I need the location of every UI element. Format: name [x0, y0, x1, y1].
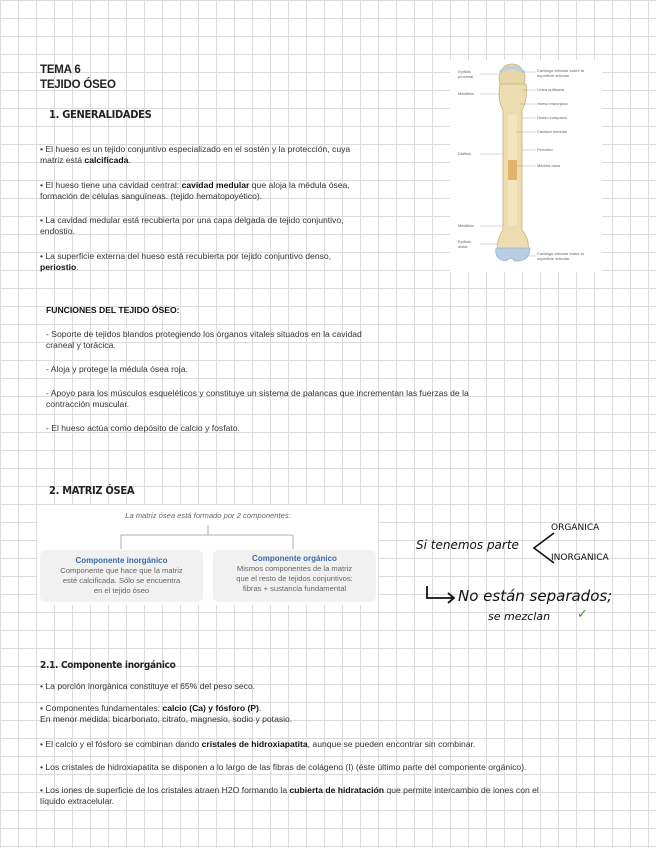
- text-line: [40, 703, 600, 714]
- check-icon: ✓: [577, 607, 588, 622]
- bone-label: Cartílago articular sobre la superficie articular: [537, 251, 584, 261]
- bone-label: Metáfisis: [458, 91, 474, 96]
- text-span: .: [128, 155, 131, 165]
- funciones-title: FUNCIONES DEL TEJIDO ÓSEO:: [46, 305, 180, 315]
- section-heading-generalidades: 1. GENERALIDADES: [49, 108, 152, 121]
- text-line: [40, 155, 440, 166]
- funcion-item: [46, 329, 566, 351]
- paragraph-endostio: [40, 215, 440, 237]
- text-line: contracción muscular.: [46, 399, 130, 409]
- funcion-item: - Aloja y protege la médula ósea roja.: [46, 364, 188, 374]
- handwritten-note: INORGANICA: [551, 553, 609, 563]
- bone-illustration: [450, 60, 602, 272]
- section-heading-inorganico: 2.1. Componente inorgánico: [40, 660, 176, 671]
- text-line: formación de células sanguíneas. (tejido hematopoyético).: [40, 191, 263, 201]
- bone-label: Cartílago articular sobre la superficie articular: [537, 68, 584, 78]
- text-line: en el tejido óseo: [93, 586, 150, 595]
- text-line: craneal y torácica.: [46, 340, 116, 350]
- text-span: • Componentes fundamentales:: [40, 703, 163, 713]
- text-line: Mismos componentes de la matriz: [236, 564, 353, 573]
- inorganic-point: • Los cristales de hidroxiapatita se disponen a lo largo de las fibras de colágeno (I) (éste último parte del componente orgánico).: [40, 762, 527, 772]
- bold-term: cavidad medular: [181, 180, 250, 190]
- funcion-item: [46, 388, 586, 410]
- bold-term: calcificada: [84, 155, 129, 165]
- text-line: En menor medida: bicarbonato, citrato, magnesio, sodio y potasio.: [40, 714, 293, 724]
- paragraph-definition: [40, 144, 440, 166]
- text-span: • El hueso tiene una cavidad central:: [40, 180, 182, 190]
- bone-label: Metáfisis: [458, 223, 474, 228]
- organic-heading: Componente orgánico: [252, 554, 337, 563]
- text-span: .: [76, 262, 79, 272]
- text-line: [40, 180, 440, 191]
- bone-label: Hueso esponjoso: [537, 101, 568, 106]
- arrow-icon: [424, 584, 460, 606]
- text-span: que permite intercambio de iones con el: [384, 785, 539, 795]
- organic-component-box: [213, 550, 376, 602]
- bold-term: cristales de hidroxiapatita: [201, 739, 308, 749]
- text-line: [40, 262, 440, 273]
- theme-number: TEMA 6: [40, 64, 81, 76]
- text-span: , aunque se pueden encontrar sin combinar.: [307, 739, 476, 749]
- inorganic-point: [40, 703, 600, 725]
- text-line: que el resto de tejidos conjuntivos:: [236, 574, 353, 583]
- text-line: líquido extracelular.: [40, 796, 115, 806]
- text-line: [40, 785, 650, 796]
- text-line: Componente que hace que la matriz: [60, 566, 183, 575]
- text-line: • El hueso es un tejido conjuntivo especializado en el sostén y la protección, cuya: [40, 144, 351, 154]
- text-line: • La cavidad medular está recubierta por una capa delgada de tejido conjuntivo,: [40, 215, 344, 225]
- text-line: - Soporte de tejidos blandos protegiendo los órganos vitales situados en la cavidad: [46, 329, 362, 339]
- inorganic-point: [40, 785, 650, 807]
- handwritten-note: Si tenemos parte: [416, 538, 519, 552]
- text-span: • El calcio y el fósforo se combinan dando: [40, 739, 202, 749]
- text-line: • La superficie externa del hueso está recubierta por tejido conjuntivo denso,: [40, 251, 332, 261]
- funcion-item: - El hueso actúa como depósito de calcio y fosfato.: [46, 423, 240, 433]
- bone-label: Epífisis proximal: [458, 69, 474, 79]
- matriz-diagram: [38, 505, 378, 605]
- bone-label: Hueso compacto: [537, 115, 568, 120]
- page-title: TEJIDO ÓSEO: [40, 79, 116, 91]
- bone-label: Diáfisis: [458, 151, 471, 156]
- inorganic-heading: Componente inorgánico: [75, 556, 168, 565]
- diagram-title: La matriz ósea está formado por 2 componentes:: [125, 511, 291, 520]
- text-line: - Apoyo para los músculos esqueléticos y constituye un sistema de palancas que incrementan las fuerzas de la: [46, 388, 469, 398]
- text-span: • Los iones de superficie de los cristales atraen H2O formando la: [40, 785, 290, 795]
- bone-label: Cavidad medular: [537, 129, 568, 134]
- bold-term: calcio (Ca) y fósforo (P): [162, 703, 259, 713]
- inorganic-component-box: [40, 550, 203, 602]
- text-span: matriz está: [40, 155, 85, 165]
- inorganic-point: [40, 739, 640, 750]
- text-span: que aloja la médula ósea,: [249, 180, 350, 190]
- section-heading-matriz: 2. MATRIZ ÓSEA: [49, 484, 135, 497]
- text-line: endostio.: [40, 226, 75, 236]
- bone-label: Epífisis distal: [458, 239, 471, 249]
- bone-label: Médula ósea: [537, 163, 560, 168]
- paragraph-cavity: [40, 180, 440, 202]
- handwritten-note: se mezclan: [488, 610, 551, 623]
- text-span: .: [258, 703, 262, 713]
- text-line: esté calcificada. Sólo se encuentra: [62, 576, 181, 585]
- bold-term: periostio: [40, 262, 77, 272]
- text-line: fibras + sustancia fundamental: [242, 584, 347, 593]
- bold-term: cubierta de hidratación: [289, 785, 385, 795]
- inorganic-point: • La porción inorgánica constituye el 65% del peso seco.: [40, 681, 256, 691]
- handwritten-note: No están separados;: [458, 587, 613, 605]
- bone-label: Línea epifisaria: [537, 87, 565, 92]
- bone-label: Periostio: [537, 147, 553, 152]
- paragraph-periostio: [40, 251, 440, 273]
- handwritten-note: ORGANICA: [551, 523, 600, 533]
